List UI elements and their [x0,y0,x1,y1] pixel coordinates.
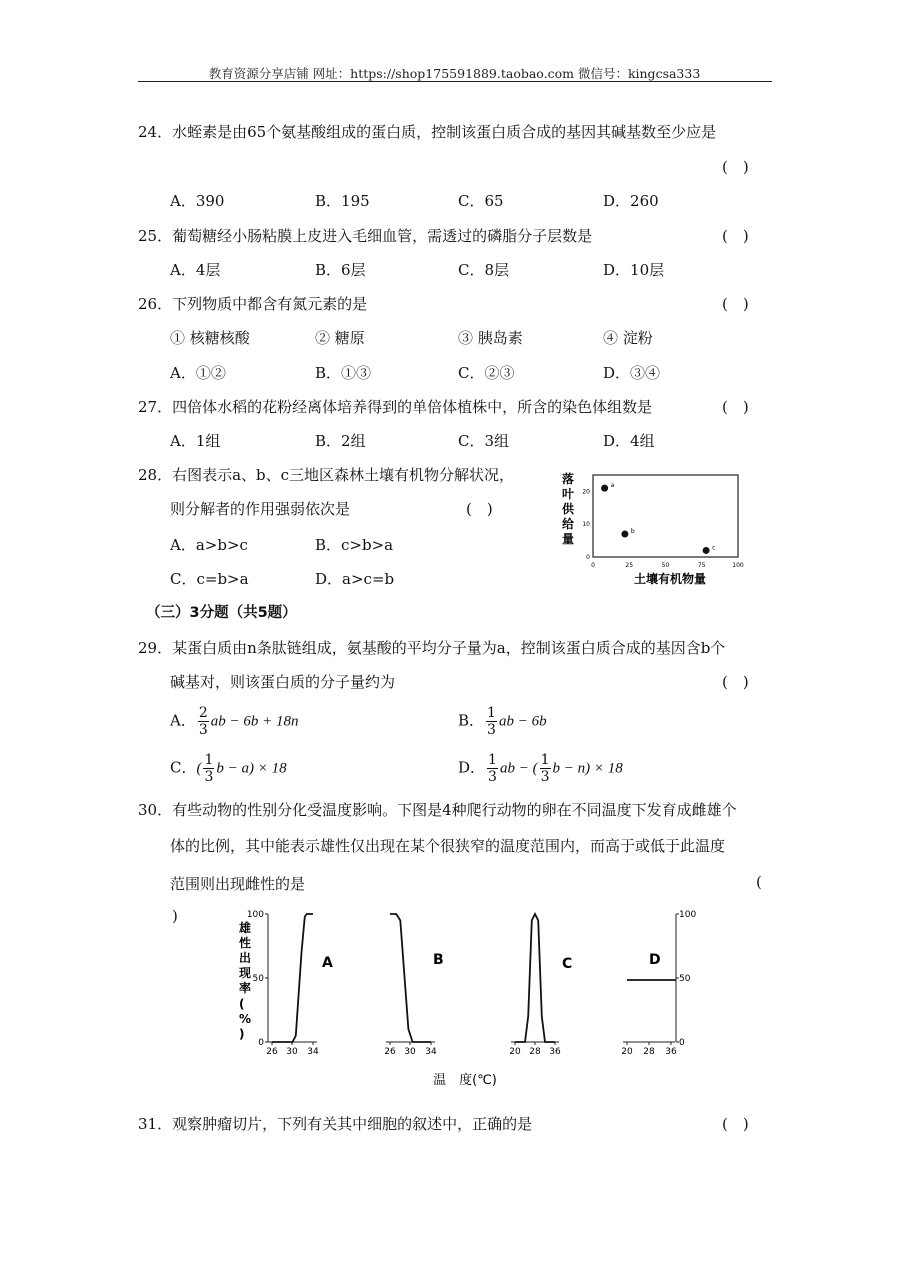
q24-stem: 24．水蛭素是由65个氨基酸组成的蛋白质，控制该蛋白质合成的基因其碱基数至少应是 [138,123,717,141]
q27-answer-paren: ( ) [722,398,749,416]
q27-option-b: B．2组 [315,432,366,450]
q24-option-d: D．260 [603,192,659,210]
q26-answer-paren: ( ) [722,295,749,313]
q26-option-a: A．①② [170,364,226,382]
q30-panel-A-ytick-label: 0 [258,1038,264,1048]
header-rule [138,81,772,82]
q28-ytick-label: 0 [586,554,590,561]
q28-point-a [601,485,608,492]
q28-xtick-label: 50 [661,562,670,569]
q25-stem: 25．葡萄糖经小肠粘膜上皮进入毛细血管，需透过的磷脂分子层数是 [138,227,593,245]
q28-ylabel-char-3: 供 [562,502,575,516]
q30-panel-C-xtick-label: 36 [549,1047,561,1057]
q28-point-label-b: b [630,528,635,536]
q25-option-c: C．8层 [458,261,510,279]
q30-panel-D-ytick-label: 100 [679,910,697,920]
q30-ylabel-char-3: 出 [239,951,252,965]
q30-panel-A-curve [272,914,313,1042]
q26-option-b: B．①③ [315,364,372,382]
q30-panel-label-C: C [562,956,573,972]
q30-paren-open: ( [756,873,762,891]
q29-option-a: A． $\frac{2}{3}$ ab − 6b + 18n [170,705,299,738]
q30-ylabel-char-8: ) [239,1027,245,1041]
q30-panel-C-curve [515,914,555,1042]
q29-d-fraction-1: $\frac{1}{3}$ [488,752,497,785]
page-header: 教育资源分享店铺 网址：https://shop175591889.taobao.com 微信号：kingcsa333 [208,66,701,81]
q30-panel-B-xtick-label: 26 [384,1047,396,1057]
section-3-title: （三）3分题（共5题） [146,605,297,621]
q30-temperature-chart [225,902,715,1092]
q28-ylabel-char-4: 给 [562,517,575,531]
q27-option-d: D．4组 [603,432,655,450]
q30-panel-D-xtick-label: 20 [621,1047,633,1057]
q28-xtick-label: 100 [732,562,744,569]
q26-option-d: D．③④ [603,364,661,382]
q30-ylabel-char-1: 雄 [239,921,252,935]
q28-ylabel-char-1: 落 [562,472,575,486]
q28-point-label-c: c [712,544,716,552]
q30-panel-D-xtick-label: 36 [665,1047,677,1057]
q24-option-c: C．65 [458,192,504,210]
q28-xlabel: 土壤有机物量 [633,572,707,586]
q28-xtick-label: 75 [697,562,706,569]
q30-panel-A-xtick-label: 30 [286,1047,298,1057]
q25-option-d: D．10层 [603,261,665,279]
q26-item-2: ② 糖原 [315,329,365,347]
q31-answer-paren: ( ) [722,1115,749,1133]
q28-ytick-label: 20 [582,488,590,496]
q26-item-4: ④ 淀粉 [603,329,653,347]
q30-panel-A-ytick-label: 50 [252,974,264,984]
q30-panel-D-ytick-label: 50 [679,974,691,984]
q29-d-fraction-2: $\frac{1}{3}$ [540,752,550,785]
q24-answer-paren: ( ) [722,158,749,176]
q28-option-a: A．a>b>c [170,536,248,554]
q30-paren-close: ) [172,907,178,925]
q29-stem-line1: 29．某蛋白质由n条肽链组成，氨基酸的平均分子量为a，控制该蛋白质合成的基因含b个 [138,639,726,657]
q26-option-c: C．②③ [458,364,515,382]
q24-option-b: B．195 [315,192,370,210]
q29-a-fraction: $\frac{2}{3}$ [198,705,208,738]
q30-panel-label-B: B [433,952,444,968]
q25-answer-paren: ( ) [722,227,749,245]
q28-option-c: C．c=b>a [170,570,249,588]
q28-plot-frame [593,475,738,557]
q30-panel-B-xtick-label: 34 [425,1047,437,1057]
q30-panel-A-xtick-label: 26 [266,1047,278,1057]
q30-panel-B-curve [390,914,431,1042]
q28-stem-line1: 28．右图表示a、b、c三地区森林土壤有机物分解状况， [138,466,515,484]
q30-panel-B-xtick-label: 30 [404,1047,416,1057]
q30-panel-A-ytick-label: 100 [246,910,264,920]
q28-point-label-a: a [610,482,615,490]
q27-stem: 27．四倍体水稻的花粉经离体培养得到的单倍体植株中，所含的染色体组数是 [138,398,653,416]
q30-panel-A-xtick-label: 34 [307,1047,319,1057]
q25-option-b: B．6层 [315,261,366,279]
q29-stem-line2: 碱基对，则该蛋白质的分子量约为 [170,673,396,691]
q27-option-a: A．1组 [170,432,221,450]
q29-option-c: C．( $\frac{1}{3}$ b − a) × 18 [170,752,287,785]
q28-ytick-label: 10 [582,521,590,529]
q28-option-d: D．a>c=b [315,570,395,588]
q29-answer-paren: ( ) [722,673,749,691]
q30-panel-C-xtick-label: 20 [509,1047,521,1057]
q28-xtick-label: 0 [591,562,595,569]
q30-ylabel-char-5: 率 [239,981,252,995]
q30-stem-line1: 30．有些动物的性别分化受温度影响。下图是4种爬行动物的卵在不同温度下发育成雌雄个 [138,801,737,819]
q30-panel-D-xtick-label: 28 [643,1047,655,1057]
q30-panel-D-ytick-label: 0 [679,1038,685,1048]
q28-point-c [703,547,710,554]
q28-scatter-chart [560,465,750,590]
q30-panel-label-A: A [322,955,333,971]
q30-panel-C-xtick-label: 28 [529,1047,541,1057]
q29-c-fraction: $\frac{1}{3}$ [204,752,214,785]
q28-answer-paren: ( ) [466,500,493,518]
q30-xlabel: 温 度(℃) [433,1073,497,1088]
q30-panel-label-D: D [649,952,661,968]
q26-item-3: ③ 胰岛素 [458,329,523,347]
q30-stem-line3: 范围则出现雌性的是 [170,875,306,893]
q24-option-a: A．390 [170,192,225,210]
q28-ylabel-char-5: 量 [562,532,575,546]
q28-xtick-label: 25 [625,562,634,569]
q28-ylabel-char-2: 叶 [562,487,575,501]
q27-option-c: C．3组 [458,432,510,450]
q30-ylabel-char-7: % [239,1012,252,1026]
q31-stem: 31．观察肿瘤切片，下列有关其中细胞的叙述中，正确的是 [138,1115,533,1133]
q30-ylabel-char-6: ( [239,997,245,1011]
q28-stem-line2: 则分解者的作用强弱依次是 [170,500,351,518]
q29-b-fraction: $\frac{1}{3}$ [487,705,496,738]
q29-option-b: B． $\frac{1}{3}$ ab − 6b [458,705,547,738]
q28-option-b: B．c>b>a [315,536,394,554]
q29-option-d: D． $\frac{1}{3}$ ab − ( $\frac{1}{3}$ b − n) × 18 [458,752,623,785]
q26-stem: 26．下列物质中都含有氮元素的是 [138,295,368,313]
q25-option-a: A．4层 [170,261,221,279]
q30-stem-line2: 体的比例，其中能表示雄性仅出现在某个很狭窄的温度范围内，而高于或低于此温度 [170,837,726,855]
q28-point-b [621,531,628,538]
q26-item-1: ① 核糖核酸 [170,329,250,347]
q30-ylabel-char-2: 性 [239,936,252,950]
q30-ylabel-char-4: 现 [239,966,252,980]
